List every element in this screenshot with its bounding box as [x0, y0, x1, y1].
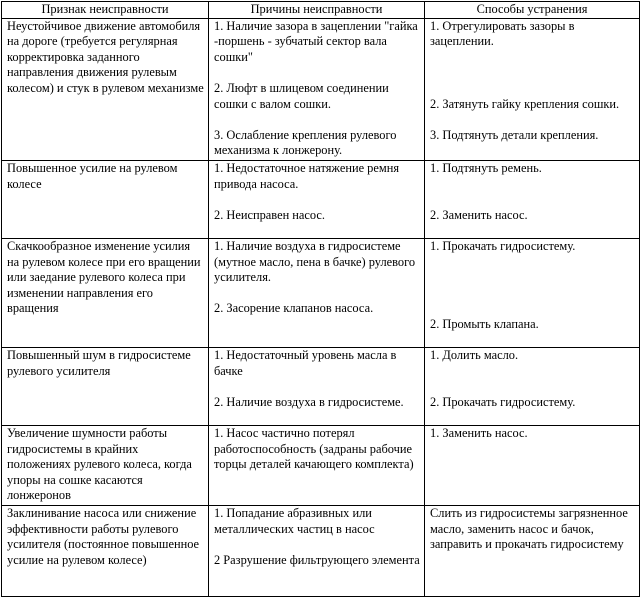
table-row [2, 160, 640, 238]
malfunction-table [1, 1, 640, 597]
remedies-cell: 1. Долить масло. 2. Прокачать гидросистему. [425, 347, 640, 425]
header-causes: Причины неисправности [209, 2, 425, 19]
header-remedies: Способы устранения [425, 2, 640, 19]
table-row [2, 238, 640, 347]
header-sign: Признак неисправности [2, 2, 209, 19]
table-header-row [2, 2, 640, 19]
causes-cell: 1. Наличие зазора в зацеплении "гайка -поршень - зубчатый сектор вала сошки" 2. Люфт в шлицевом соединении сошки с валом сошки. 3. Ослабление крепления рулевого механизма к лонжерону. [209, 18, 425, 160]
remedies-cell: 1. Заменить насос. [425, 425, 640, 505]
sign-cell: Неустойчивое движение автомобиля на дороге (требуется регулярная корректировка заданного направления движения рулевым колесом) и стук в рулевом механизме [2, 18, 209, 160]
causes-cell: 1. Недостаточный уровень масла в бачке 2. Наличие воздуха в гидросистеме. [209, 347, 425, 425]
remedies-cell: 1. Отрегулировать зазоры в зацеплении. 2. Затянуть гайку крепления сошки. 3. Подтянуть детали крепления. [425, 18, 640, 160]
table-row [2, 347, 640, 425]
causes-cell: 1. Попадание абразивных или металлических частиц в насос 2 Разрушение фильтрующего элемента [209, 505, 425, 596]
remedies-cell: Слить из гидросистемы загрязненное масло, заменить насос и бачок, заправить и прокачать гидросистему [425, 505, 640, 596]
causes-cell: 1. Насос частично потерял работоспособность (задраны рабочие торцы деталей качающего комплекта) [209, 425, 425, 505]
remedies-cell: 1. Прокачать гидросистему. 2. Промыть клапана. [425, 238, 640, 347]
table-row [2, 425, 640, 505]
table-row [2, 18, 640, 160]
remedies-cell: 1. Подтянуть ремень. 2. Заменить насос. [425, 160, 640, 238]
causes-cell: 1. Недостаточное натяжение ремня привода насоса. 2. Неисправен насос. [209, 160, 425, 238]
sign-cell: Скачкообразное изменение усилия на рулевом колесе при его вращении или заедание рулевого колеса при изменении направления его вращения [2, 238, 209, 347]
table-row [2, 505, 640, 596]
sign-cell: Увеличение шумности работы гидросистемы в крайних положениях рулевого колеса, когда упоры на сошке касаются лонжеронов [2, 425, 209, 505]
sign-cell: Заклинивание насоса или снижение эффективности работы рулевого усилителя (постоянное повышенное усилие на рулевом колесе) [2, 505, 209, 596]
sign-cell: Повышенный шум в гидросистеме рулевого усилителя [2, 347, 209, 425]
sign-cell: Повышенное усилие на рулевом колесе [2, 160, 209, 238]
causes-cell: 1. Наличие воздуха в гидросистеме (мутное масло, пена в бачке) рулевого усилителя. 2. Засорение клапанов насоса. [209, 238, 425, 347]
